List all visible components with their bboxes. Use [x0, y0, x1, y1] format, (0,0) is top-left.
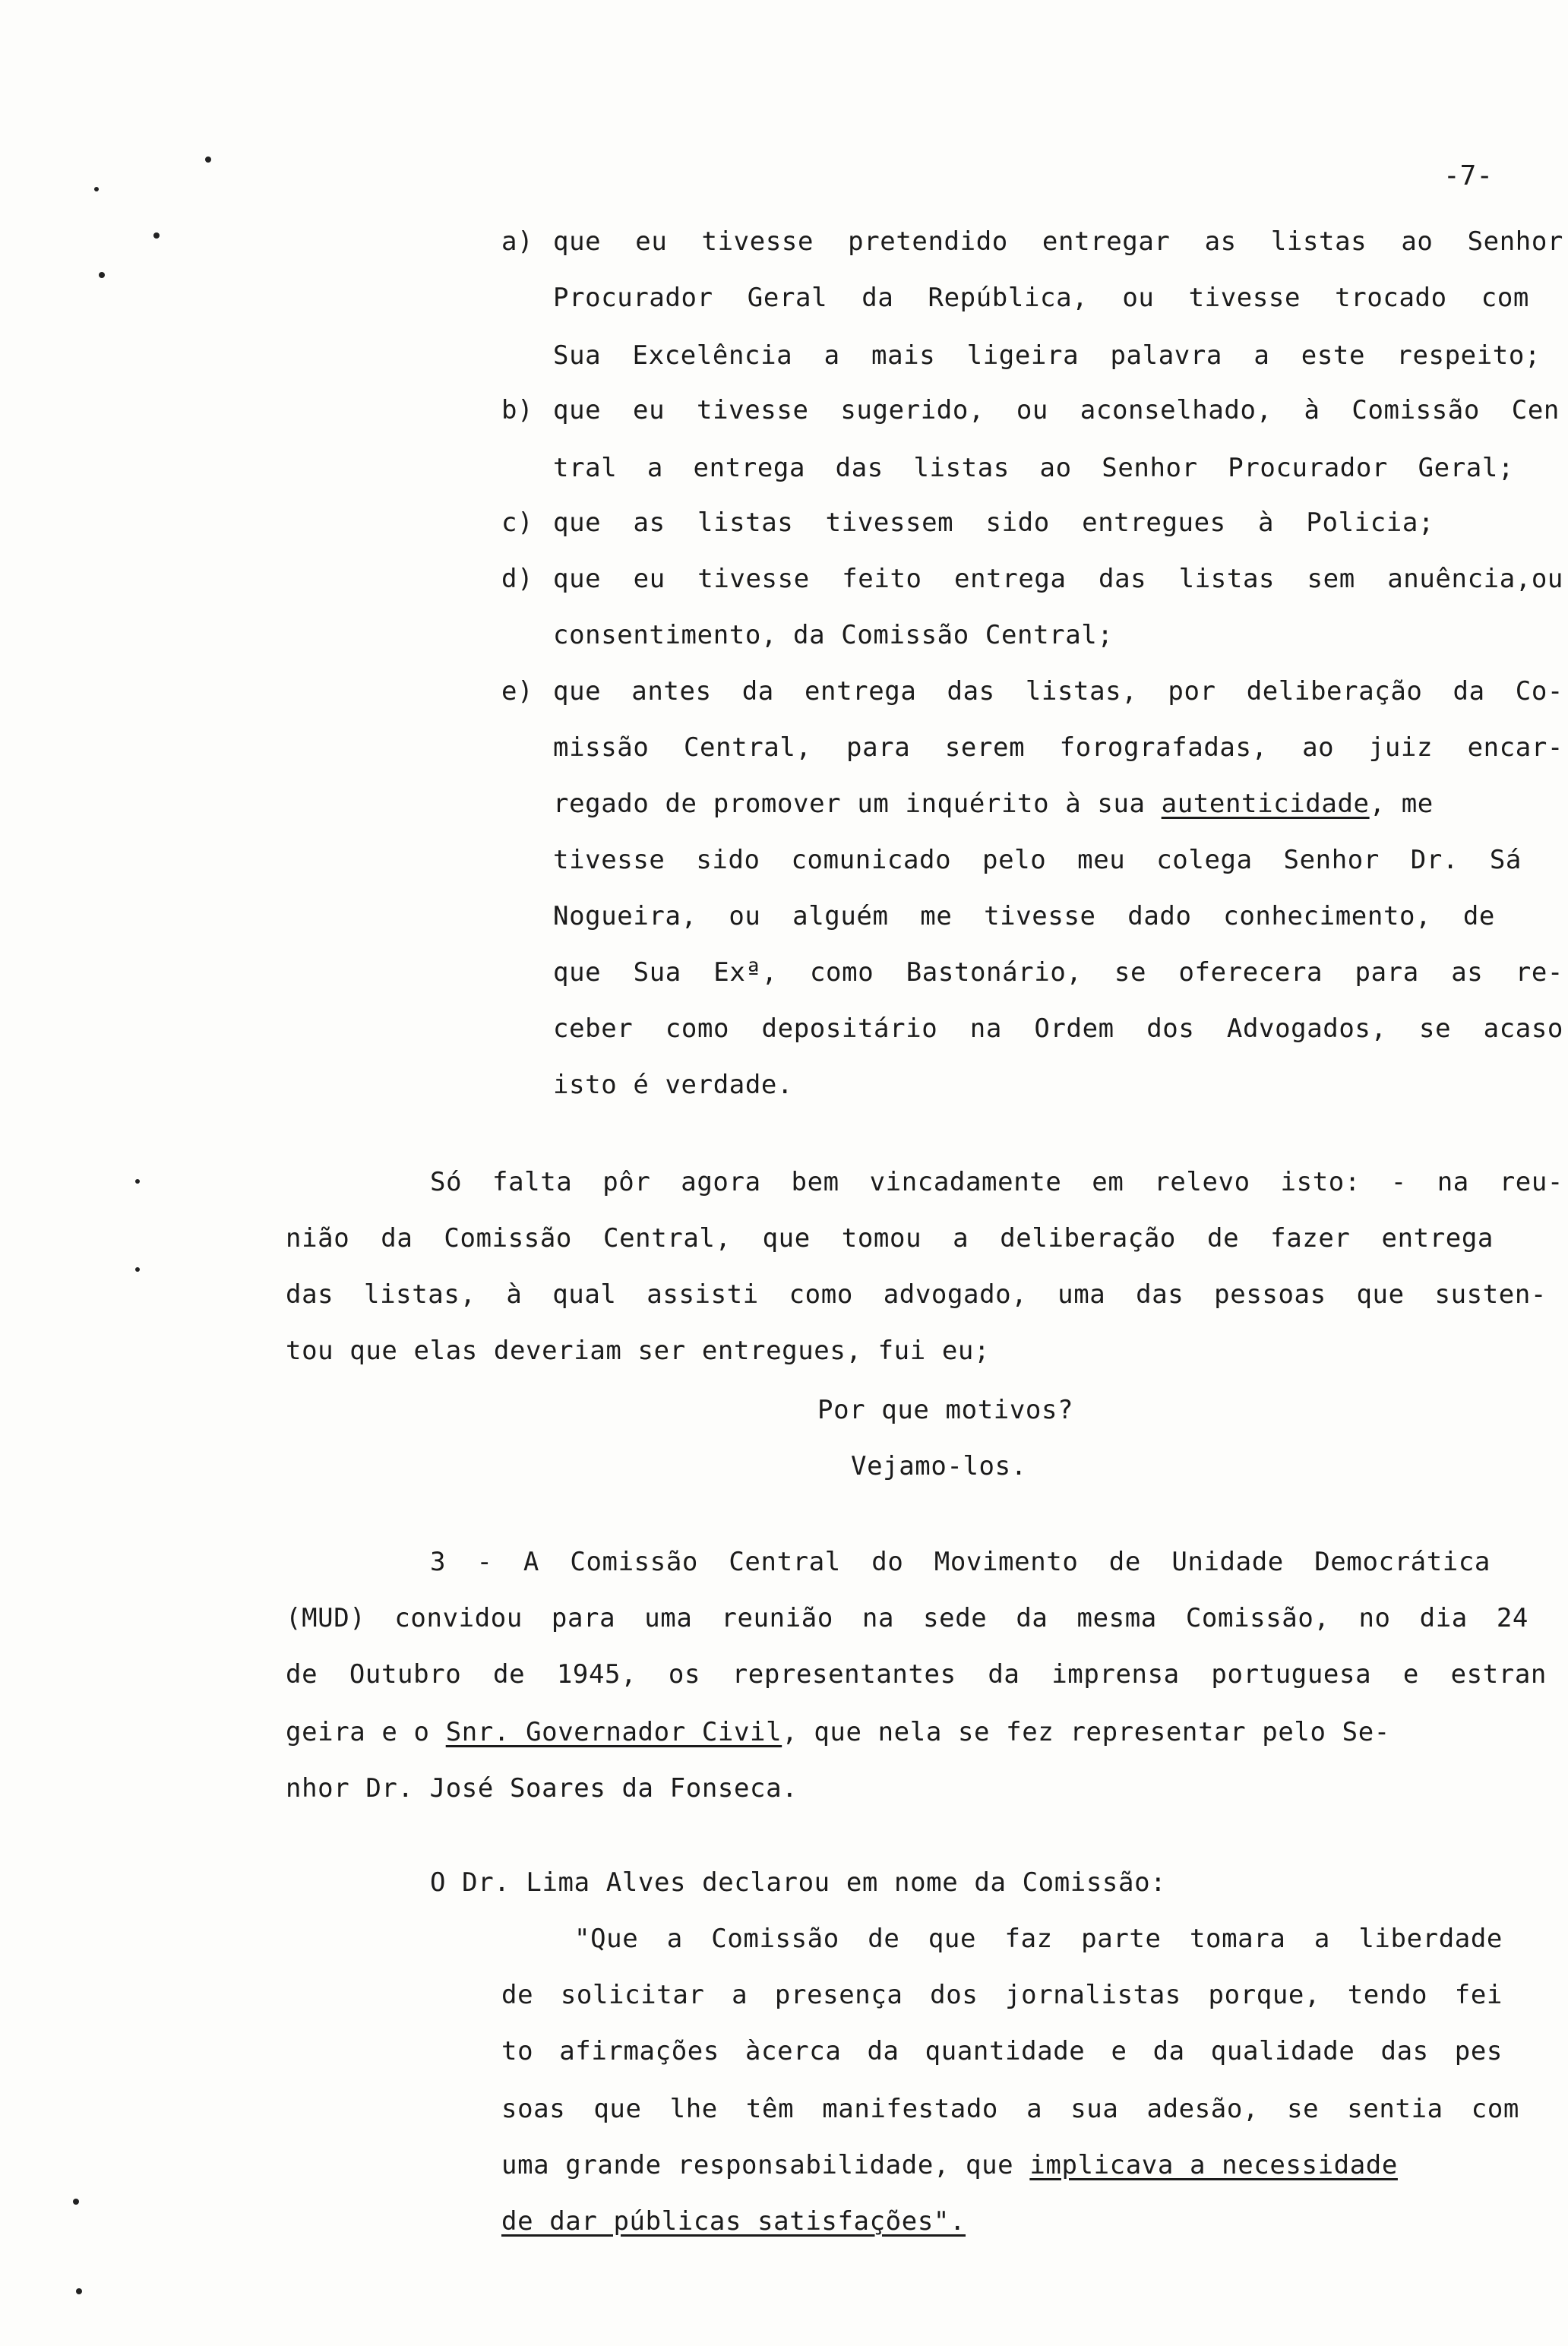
scan-speck	[94, 187, 99, 191]
list-e-line-4: tivesse sido comunicado pelo meu colega Senhor Dr. Sá	[553, 845, 1522, 875]
alves-quote-line-4: soas que lhe têm manifestado a sua adesão, se sentia com	[501, 2094, 1519, 2124]
list-label-e: e)	[501, 676, 534, 707]
section3-line-3: de Outubro de 1945, os representantes da imprensa portuguesa e estran	[286, 1659, 1547, 1690]
alves-intro: O Dr. Lima Alves declarou em nome da Comissão:	[430, 1867, 1167, 1898]
alves-quote-line-5	[501, 2148, 1398, 2182]
list-e-line-3-text: regado de promover um inquérito à sua	[553, 789, 1146, 819]
list-a-line-2: Procurador Geral da República, ou tivesse trocado com	[553, 283, 1529, 313]
list-d-line-1: que eu tivesse feito entrega das listas sem anuência,ou	[553, 564, 1563, 594]
list-c-line-1: que as listas tivessem sido entregues à Policia;	[553, 507, 1434, 538]
list-e-line-3	[553, 787, 1434, 820]
section3-line-2: (MUD) convidou para uma reunião na sede da mesma Comissão, no dia 24	[286, 1603, 1528, 1633]
list-a-line-1: que eu tivesse pretendido entregar as listas ao Senhor	[553, 226, 1563, 257]
para1-line-4: tou que elas deveriam ser entregues, fui eu;	[286, 1336, 991, 1366]
list-label-c: c)	[501, 507, 534, 538]
list-b-line-2: tral a entrega das listas ao Senhor Procurador Geral;	[553, 453, 1514, 483]
alves-quote-line-3: to afirmações àcerca da quantidade e da qualidade das pes	[501, 2036, 1503, 2066]
list-e-line-1: que antes da entrega das listas, por deliberação da Co-	[553, 676, 1563, 707]
list-a-line-3: Sua Excelência a mais ligeira palavra a este respeito;	[553, 340, 1541, 371]
list-label-d: d)	[501, 564, 534, 594]
section3-line-5: nhor Dr. José Soares da Fonseca.	[286, 1773, 798, 1804]
scan-speck	[135, 1267, 140, 1272]
alves-quote-line-2: de solicitar a presença dos jornalistas porque, tendo fei	[501, 1980, 1503, 2010]
underlined-governador: Snr. Governador Civil	[445, 1717, 782, 1747]
scan-speck	[73, 2199, 79, 2205]
underlined-implicava: implicava a necessidade	[1029, 2150, 1398, 2180]
scan-speck	[76, 2288, 82, 2294]
list-b-line-1: que eu tivesse sugerido, ou aconselhado, à Comissão Cen	[553, 395, 1560, 425]
page-number: -7-	[1443, 160, 1494, 191]
scan-speck	[99, 272, 105, 278]
list-e-line-5: Nogueira, ou alguém me tivesse dado conhecimento, de	[553, 901, 1495, 931]
list-e-line-8: isto é verdade.	[553, 1070, 794, 1100]
scan-speck	[153, 232, 160, 239]
list-label-a: a)	[501, 226, 534, 257]
list-label-b: b)	[501, 395, 534, 425]
section3-line-4	[286, 1715, 1390, 1749]
list-e-line-7: ceber como depositário na Ordem dos Advogados, se acaso	[553, 1013, 1563, 1044]
list-e-line-3-tail: , me	[1369, 789, 1434, 819]
list-e-line-6: que Sua Exª, como Bastonário, se oferecera para as re-	[553, 957, 1563, 988]
alves-quote-line-5-text: uma grande responsabilidade, que	[501, 2150, 1014, 2180]
centered-vejamo: Vejamo-los.	[851, 1451, 1027, 1481]
list-d-line-2: consentimento, da Comissão Central;	[553, 620, 1114, 650]
para1-line-1: Só falta pôr agora bem vincadamente em relevo isto: - na reu-	[430, 1167, 1563, 1197]
alves-quote-line-6: de dar públicas satisfações".	[501, 2206, 966, 2237]
underlined-autenticidade: autenticidade	[1161, 789, 1370, 819]
centered-question: Por que motivos?	[817, 1395, 1074, 1425]
section3-line-4-tail: , que nela se fez representar pelo Se-	[782, 1717, 1390, 1747]
list-e-line-2: missão Central, para serem forografadas, ao juiz encar-	[553, 732, 1563, 763]
section3-line-4-text: geira e o	[286, 1717, 430, 1747]
para1-line-3: das listas, à qual assisti como advogado, uma das pessoas que susten-	[286, 1279, 1547, 1310]
scan-speck	[135, 1179, 140, 1184]
scan-speck	[205, 157, 211, 163]
alves-quote-line-1: "Que a Comissão de que faz parte tomara a liberdade	[574, 1924, 1503, 1954]
section3-line-1: 3 - A Comissão Central do Movimento de Unidade Democrática	[430, 1547, 1491, 1577]
para1-line-2: nião da Comissão Central, que tomou a deliberação de fazer entrega	[286, 1223, 1494, 1254]
